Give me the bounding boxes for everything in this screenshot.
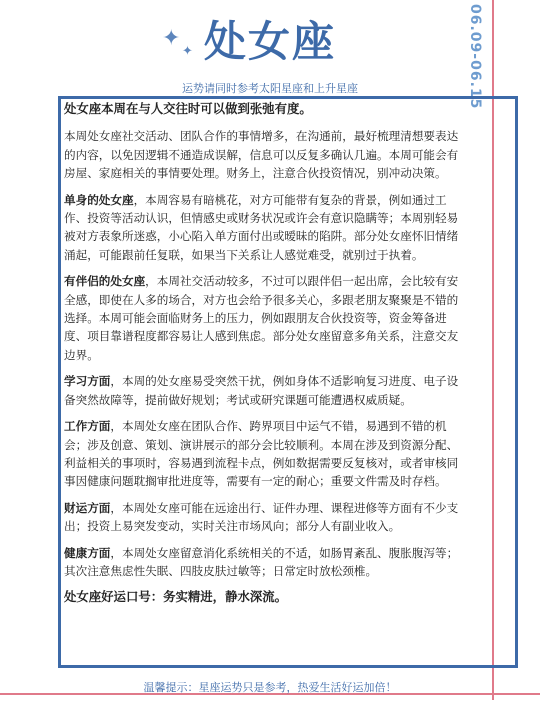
section-study (64, 372, 464, 409)
section-single (64, 191, 464, 265)
title-area (0, 14, 540, 70)
intro-paragraph: 本周处女座社交活动、团队合作的事情增多，在沟通前，最好梳理清想要表达的内容，以免因逻辑不通造成误解，信息可以反复多确认几遍。本周可能会有房屋、家庭相关的事情要处理。财务上，注意合伙投资情况，别冲动决策。 (64, 129, 459, 181)
sparkle-icon: ✦ (162, 26, 181, 51)
section-text: ，本周处女座在团队合作、跨界项目中运气不错，易遇到不错的机会；涉及创意、策划、演讲展示的部分会比较顺利。本周在涉及到资源分配、利益相关的事项时，容易遇到流程卡点，例如数据需要反复核对，或者审核同事因健康问题耽搁审批进度等，需要有一定的耐心；重要文件需及时存档。 (64, 419, 459, 489)
section-label: 单身的处女座 (64, 192, 134, 207)
section-label: 有伴侣的处女座 (64, 274, 146, 289)
section-text: ，本周的处女座易受突然干扰，例如身体不适影响复习进度、电子设备突然故障等，提前做好规划；考试或研究课题可能遭遇权威质疑。 (64, 374, 459, 407)
section-work (64, 417, 464, 491)
headline: 处女座本周在与人交往时可以做到张弛有度。 (64, 101, 312, 116)
section-text: ，本周容易有暗桃花，对方可能带有复杂的背景，例如通过工作、投资等活动认识，但情感史或财务状况或许会有意识隐瞒等；本周别轻易被对方表象所迷惑，小心陷入单方面付出或暧昧的陷阱。部分处女座怀旧情绪涌起，可能跟前任复联，如果当下关系让人感觉难受，就别过于执着。 (64, 192, 459, 262)
section-text: ，本周处女座可能在远途出行、证件办理、课程进修等方面有不少支出；投资上易突发变动，实时关注市场风向；部分人有副业收入。 (64, 500, 459, 534)
date-range: 06.09-06.15 (467, 4, 483, 110)
section-label: 工作方面 (64, 419, 111, 434)
section-health (64, 544, 464, 581)
page-title: 处女座 (203, 17, 336, 66)
section-text: ，本周社交活动较多，不过可以跟伴侣一起出席，会比较有安全感，即使在人多的场合，对方也会给予很多关心，多跟老朋友聚聚是不错的选择。本周可能会面临财务上的压力，例如跟朋友合伙投资等，资金筹备进度、项目靠谱程度都容易让人感到焦虑。部分处女座留意多角关系，注意交友边界。 (64, 274, 459, 362)
section-finance (64, 499, 464, 536)
footer-tip: 温馨提示：星座运势只是参考，热爱生活好运加倍！ (143, 681, 397, 694)
sparkle-small-icon: ✦ (182, 44, 193, 59)
section-label: 财运方面 (64, 500, 111, 515)
lucky-motto: 处女座好运口号：务实精进，静水深流。 (64, 589, 288, 605)
section-partnered (64, 272, 464, 364)
page-subtitle: 运势请同时参考太阳星座和上升星座 (182, 82, 358, 95)
section-label: 健康方面 (64, 545, 111, 560)
section-text: ，本周处女座留意消化系统相关的不适，如肠胃紊乱、腹胀腹泻等；其次注意焦虑性失眠、四肢皮肤过敏等；日常定时放松颈椎。 (64, 545, 459, 578)
section-label: 学习方面 (64, 374, 111, 389)
horoscope-content (64, 100, 464, 615)
